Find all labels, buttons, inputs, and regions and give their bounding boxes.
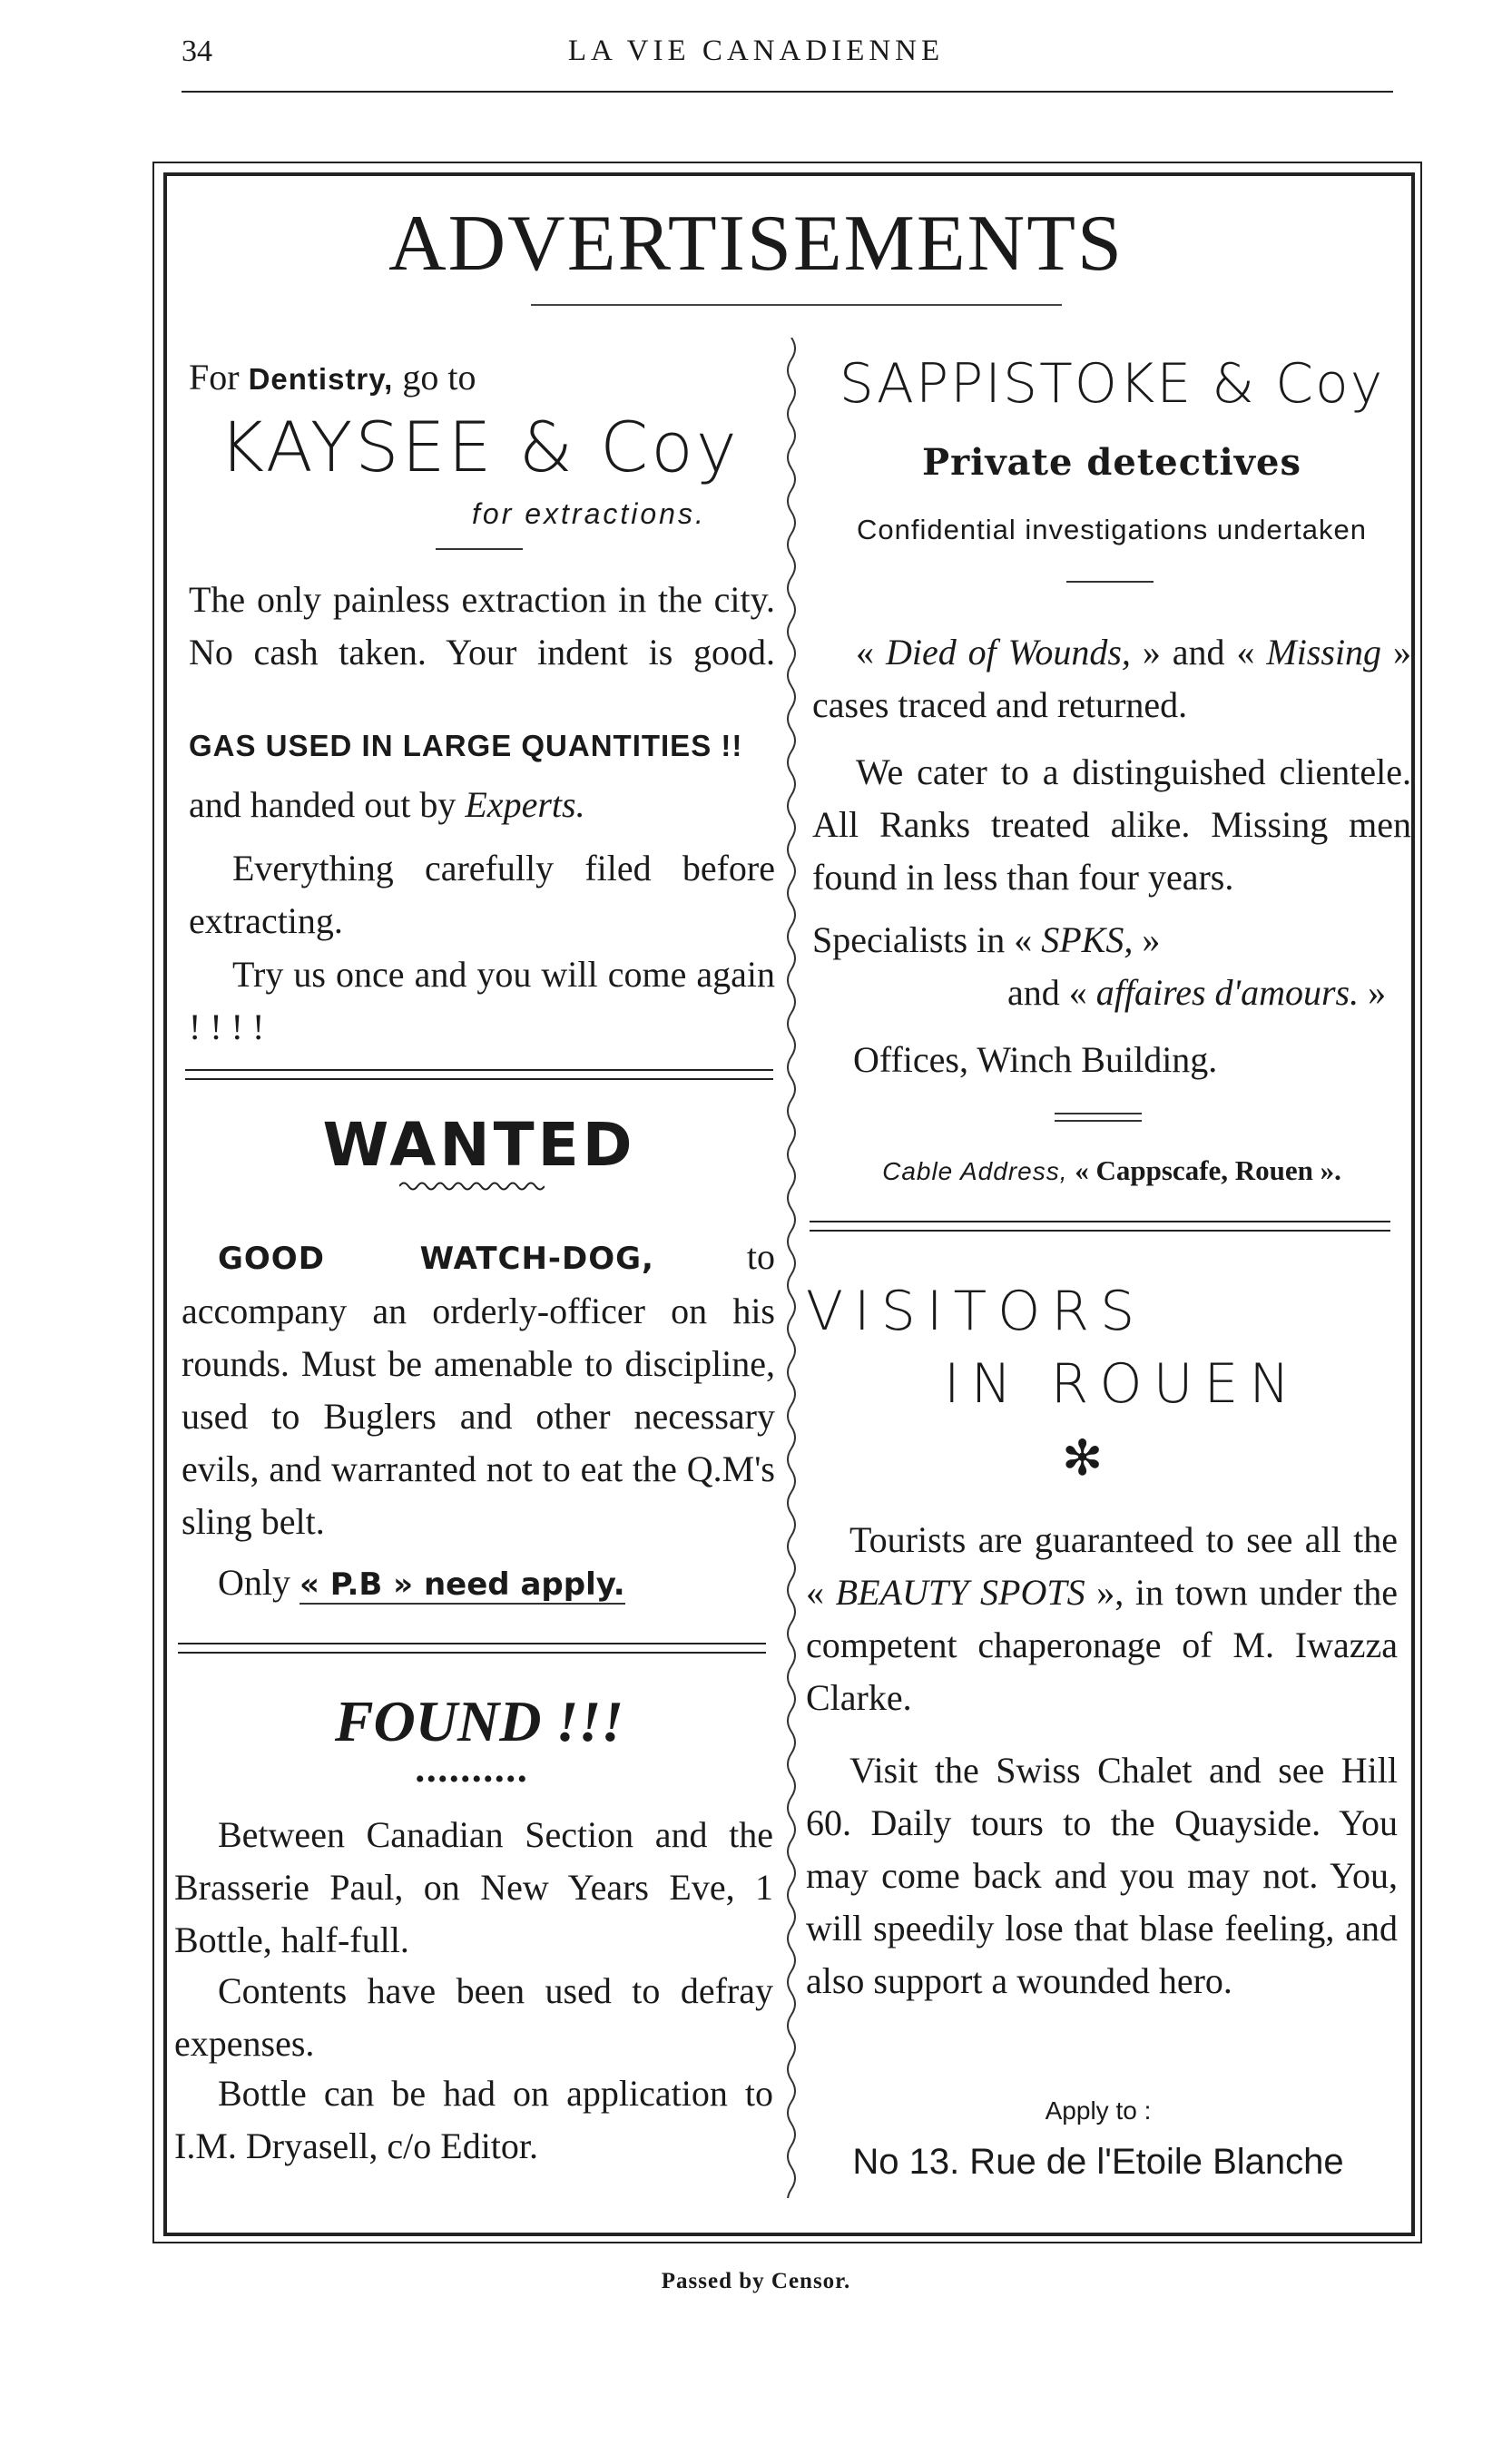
- visitors-title-line-2: IN ROUEN: [944, 1352, 1301, 1416]
- visitors-title-line-1: VISITORS: [806, 1280, 1146, 1343]
- detectives-p1-open: «: [856, 632, 886, 672]
- found-paragraph-1: Between Canadian Section and the Brasserie Paul, on New Years Eve, 1 Bottle, half-full.: [174, 1814, 773, 1960]
- visitors-p1-prefix: Tourists are guaranteed to see all the «: [806, 1519, 1398, 1613]
- column-divider: [781, 338, 802, 2198]
- detectives-p3-prefix: Specialists in «: [812, 919, 1042, 960]
- page-title: ADVERTISEMENTS: [388, 200, 1124, 288]
- wanted-squiggle-ornament: [399, 1180, 545, 1193]
- detectives-p3-and: and «: [1007, 972, 1096, 1013]
- dentistry-paragraph-3: Everything carefully filed before extracting.: [189, 848, 775, 941]
- dentistry-intro-suffix: go to: [393, 357, 476, 398]
- asterisk-ornament-icon: ✻: [1062, 1431, 1104, 1486]
- found-paragraph-3: Bottle can be had on application to I.M. Dryasell, c/o Editor.: [174, 2073, 773, 2166]
- footer-censor-note: Passed by Censor.: [661, 2269, 851, 2293]
- cable-value: « Cappscafe, Rouen ».: [1067, 1154, 1341, 1186]
- dentistry-p2-italic: Experts.: [465, 784, 585, 825]
- dentistry-paragraph-1: The only painless extraction in the city. No cash taken. Your indent is good.: [189, 579, 775, 672]
- wanted-paragraph-1: [182, 1231, 775, 1548]
- detectives-rule: [1066, 581, 1154, 583]
- dentistry-intro-bold: Dentistry,: [248, 362, 394, 396]
- visitors-paragraph-1: [806, 1514, 1398, 1724]
- detectives-specialists-line-2: [1007, 971, 1386, 1014]
- wanted-p1-bold: GOOD WATCH-DOG,: [218, 1241, 654, 1277]
- detectives-p3-italic-1: SPKS,: [1041, 919, 1134, 960]
- cable-label: Cable Address,: [882, 1157, 1068, 1185]
- wanted-title: WANTED: [322, 1110, 636, 1180]
- dentistry-company-name: KAYSEE & Coy: [219, 407, 740, 487]
- detectives-confidential: Confidential investigations undertaken: [857, 514, 1367, 545]
- visitors-p1-italic: BEAUTY SPOTS: [835, 1572, 1085, 1613]
- detectives-p3-italic-2: affaires d'amours.: [1095, 972, 1360, 1013]
- detectives-double-rule: [1055, 1113, 1142, 1122]
- found-paragraph-2: Contents have been used to defray expenses.: [174, 1970, 773, 2064]
- wanted-p1-rest: to accompany an orderly-officer on his rounds. Must be amenable to discipline, used to Buglers and other necessary evils, and warranted not to eat the Q.M's sling belt.: [182, 1236, 775, 1542]
- detectives-subtitle: Private detectives: [922, 441, 1301, 484]
- detectives-cable-address: [812, 1154, 1411, 1187]
- dentistry-intro-prefix: For: [189, 357, 249, 398]
- found-title: FOUND !!!: [334, 1689, 624, 1753]
- detectives-p1-end: » cases traced and returned.: [812, 632, 1411, 725]
- dentistry-tagline: for extractions.: [472, 497, 706, 530]
- detectives-specialists-line-1: [812, 918, 1160, 961]
- detectives-p1-italic-2: Missing: [1266, 632, 1382, 672]
- title-rule: [531, 304, 1062, 306]
- dentistry-gas-notice: GAS USED IN LARGE QUANTITIES !!: [189, 729, 743, 762]
- wanted-apply-text: « P.B » need apply.: [299, 1566, 625, 1603]
- detectives-offices: Offices, Winch Building.: [853, 1039, 1218, 1080]
- detectives-p1-mid: » and «: [1130, 632, 1267, 672]
- dentistry-intro: [189, 356, 476, 398]
- visitors-address: No 13. Rue de l'Etoile Blanche: [852, 2142, 1344, 2182]
- running-title: LA VIE CANADIENNE: [567, 34, 945, 67]
- detectives-p1-italic-1: Died of Wounds,: [885, 632, 1131, 672]
- section-rule: [810, 1221, 1390, 1232]
- dentistry-rule: [436, 548, 523, 550]
- section-rule: [185, 1069, 773, 1080]
- visitors-p1-suffix: », in town under the competent chaperonage of M. Iwazza Clarke.: [806, 1572, 1398, 1718]
- visitors-paragraph-2: Visit the Swiss Chalet and see Hill 60. Daily tours to the Quayside. You may come back and you may not. You, will speedily lose that blase feeling, and also support a wounded hero.: [806, 1750, 1398, 2001]
- dentistry-p2-prefix: and handed out by: [189, 784, 466, 825]
- detectives-p3-close-1: »: [1133, 919, 1161, 960]
- detectives-company-name: SAPPISTOKE & Coy: [839, 352, 1385, 416]
- dentistry-paragraph-4: Try us once and you will come again ! ! ! !: [189, 954, 775, 1047]
- wanted-p2-prefix: Only: [218, 1562, 299, 1603]
- detectives-p3-close-2: »: [1359, 972, 1387, 1013]
- section-rule: [178, 1643, 766, 1654]
- header-rule: [182, 91, 1393, 93]
- wanted-paragraph-2: [218, 1561, 625, 1604]
- dentistry-paragraph-2: [189, 779, 775, 831]
- page-number: 34: [182, 34, 212, 68]
- found-dots-ornament: ••••••••••: [415, 1764, 529, 1794]
- detectives-paragraph-1: [812, 626, 1411, 731]
- visitors-apply-label: Apply to :: [1045, 2096, 1152, 2125]
- detectives-paragraph-2: We cater to a distinguished clientele. All Ranks treated alike. Missing men found in less than four years.: [812, 751, 1411, 898]
